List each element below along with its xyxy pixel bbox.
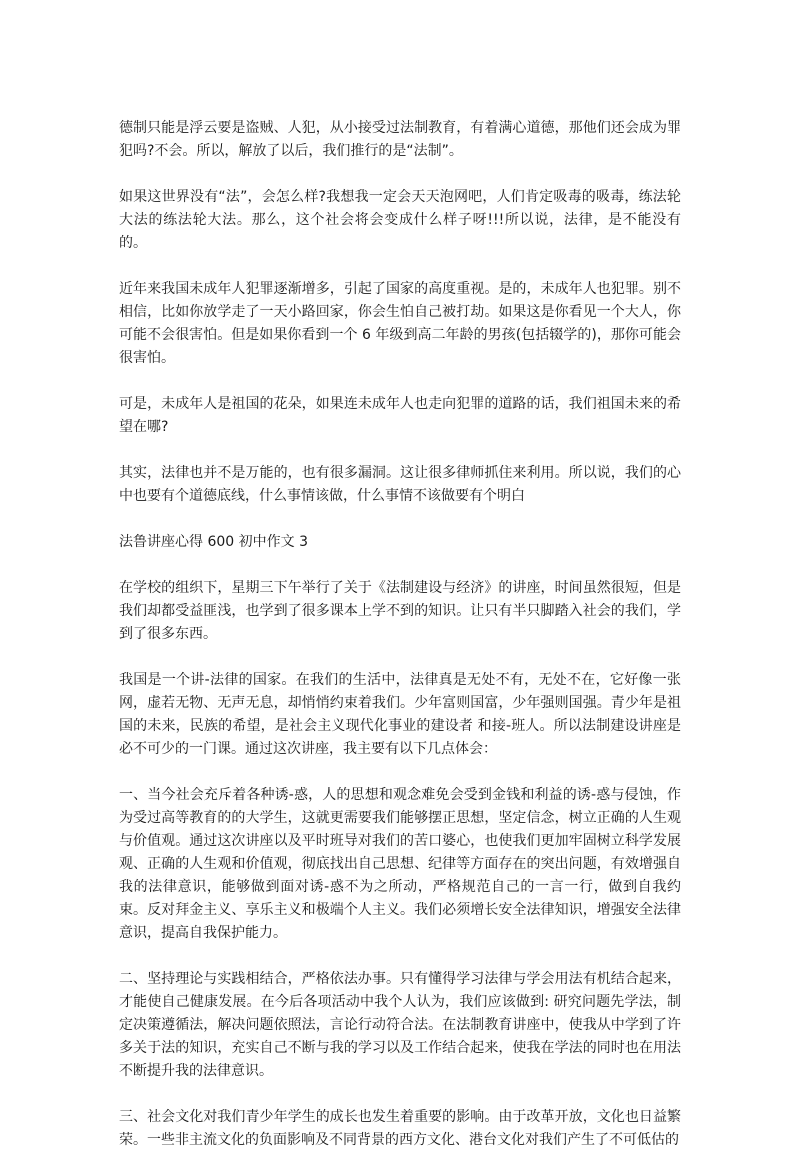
- paragraph-7: 我国是一个讲-法律的国家。在我们的生活中，法律真是无处不有，无处不在，它好像一张网，虚若无物、无声无息，却悄悄约束着我们。少年富则国富，少年强则国强。青少年是祖国的未来，民族的希望，是社会主义现代化事业的建设者 和接-班人。所以法制建设讲座是必不可少的一门课。通过这次讲座，我主要有以下几点体会：: [119, 672, 681, 757]
- paragraph-2: 如果这世界没有“法”，会怎么样?我想我一定会天天泡网吧，人们肯定吸毒的吸毒，练法轮大法的练法轮大法。那么，这个社会将会变成什么样子呀!!!所以说，法律，是不能没有的。: [119, 189, 681, 251]
- paragraph-4: 可是，未成年人是祖国的花朵，如果连未成年人也走向犯罪的道路的话，我们祖国未来的希望在哪?: [119, 396, 681, 435]
- paragraph-6: 在学校的组织下，星期三下午举行了关于《法制建设与经济》的讲座，时间虽然很短，但是我们却都受益匪浅，也学到了很多课本上学不到的知识。让只有半只脚踏入社会的我们，学到了很多东西。: [119, 580, 681, 642]
- paragraph-5: 其实，法律也并不是万能的，也有很多漏洞。这让很多律师抓住来利用。所以说，我们的心中也要有个道德底线，什么事情该做，什么事情不该做要有个明白: [119, 465, 681, 504]
- paragraph-1: 德制只能是浮云要是盗贼、人犯，从小接受过法制教育，有着满心道德，那他们还会成为罪犯吗?不会。所以，解放了以后，我们推行的是“法制”。: [119, 120, 681, 159]
- paragraph-10: 三、社会文化对我们青少年学生的成长也发生着重要的影响。由于改革开放，文化也日益繁荣。一些非主流文化的负面影响及不同背景的西方文化、港台文化对我们产生了不可低估的: [119, 1109, 681, 1148]
- paragraph-3: 近年来我国未成年人犯罪逐渐增多，引起了国家的高度重视。是的，未成年人也犯罪。别不相信，比如你放学走了一天小路回家，你会生怕自己被打劫。如果这是你看见一个大人，你可能不会很害怕。但是如果你看到一个 6 年级到高二年龄的男孩(包括辍学的)，那你可能会很害怕。: [119, 281, 681, 366]
- section-heading: 法鲁讲座心得 600 初中作文 3: [119, 534, 308, 550]
- paragraph-9: 二、坚持理论与实践相结合，严格依法办事。只有懂得学习法律与学会用法有机结合起来，才能使自己健康发展。在今后各项活动中我个人认为，我们应该做到: 研究问题先学法，制定决策遵循法，解决问题依照法，言论行动符合法。在法制教育讲座中，使我从中学到了许多关于法的知识，充实自己不断与我的学习以及工作结合起来，使我在学法的同时也在用法不断提升我的法律意识。: [119, 971, 681, 1079]
- document-page: [119, 117, 681, 1175]
- paragraph-8: 一、当今社会充斥着各种诱-惑，人的思想和观念难免会受到金钱和利益的诱-惑与侵蚀，作为受过高等教育的的大学生，这就更需要我们能够摆正思想，坚定信念，树立正确的人生观与价值观。通过这次讲座以及平时班导对我们的苦口婆心，也使我们更加牢固树立科学发展观、正确的人生观和价值观，彻底找出自己思想、纪律等方面存在的突出问题，有效增强自我的法律意识，能够做到面对诱-惑不为之所动，严格规范自己的一言一行，做到自我约束。反对拜金主义、享乐主义和极端个人主义。我们必须增长安全法律知识，增强安全法律意识，提高自我保护能力。: [119, 787, 681, 941]
